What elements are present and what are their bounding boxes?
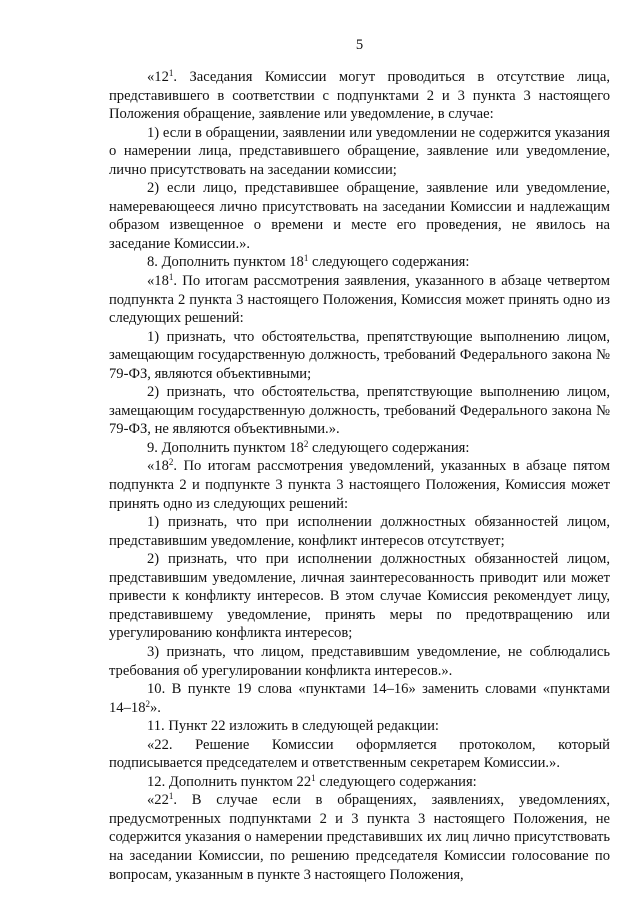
paragraph (109, 643, 610, 680)
text-run: 12. Дополнить пунктом 22 (147, 773, 312, 790)
text-run: «22. Решение Комиссии оформляется протоколом, который подписывается председателем и ответственным секретарем Комиссии.». (109, 736, 610, 772)
paragraph (109, 791, 610, 884)
text-run: 3) признать, что лицом, представившим уведомление, не соблюдались требования об урегулировании конфликта интересов.». (109, 643, 610, 679)
paragraph (109, 513, 610, 550)
superscript: 2 (145, 698, 150, 709)
text-run: 10. В пункте 19 слова «пунктами 14–16» заменить словами «пунктами 14–18 (109, 681, 610, 716)
paragraph (109, 773, 610, 792)
paragraph (109, 550, 610, 643)
text-run: «22 (147, 792, 169, 809)
text-run: 1) если в обращении, заявлении или уведомлении не содержится указания о намерении лица, представившего обращение, заявление или уведомление, лично присутствовать на заседании комиссии; (109, 124, 610, 178)
superscript: 1 (168, 272, 174, 283)
superscript: 1 (168, 791, 174, 802)
text-run: «12 (147, 69, 169, 85)
paragraph (109, 253, 610, 272)
superscript: 1 (303, 253, 309, 264)
text-run: . По итогам рассмотрения уведомлений, указанных в абзаце пятом подпункта 2 и подпункте 3 пункта 3 настоящего Положения, Комиссия может принять одно из следующих решений: (109, 458, 610, 512)
text-run: 11. Пункт 22 изложить в следующей редакции: (147, 718, 439, 735)
paragraph (109, 457, 610, 513)
superscript: 1 (311, 772, 316, 783)
text-run: ». (149, 699, 161, 716)
text-run: 1) признать, что при исполнении должностных обязанностей лицом, представившим уведомление, конфликт интересов отсутствует; (109, 514, 610, 549)
superscript: 2 (303, 438, 309, 449)
text-run: следующего содержания: (315, 773, 477, 790)
text-run: 1) признать, что обстоятельства, препятствующие выполнению лицом, замещающим государственную должность, требований Федерального закона № 79-ФЗ, являются объективными; (109, 328, 610, 382)
paragraph (109, 383, 610, 439)
paragraph (109, 124, 610, 180)
text-run: . Заседания Комиссии могут проводиться в отсутствие лица, представившего в соответствии с подпунктами 2 и 3 пункта 3 настоящего Положения обращение, заявление или уведомление, в случае: (109, 69, 610, 123)
paragraph (109, 736, 610, 773)
text-run: 2) признать, что при исполнении должностных обязанностей лицом, представившим уведомление, личная заинтересованность приводит или может привести к конфликту интересов. В этом случае Комиссия рекомендует лицу, представившему уведомление, принять меры по предотвращению или урегулированию конфликта интересов; (109, 551, 610, 642)
paragraph (109, 439, 610, 458)
document-body (109, 68, 610, 884)
text-run: . В случае если в обращениях, заявлениях, уведомлениях, предусмотренных подпунктами 2 и 3 пункта 3 настоящего Положения, не содержится указания о намерении представивших их лиц лично присутствовать на заседании Комиссии, по решению председателя Комиссии голосование по вопросам, указанным в пункте 3 настоящего Положения, (109, 792, 610, 883)
paragraph (109, 68, 610, 124)
text-run: 2) если лицо, представившее обращение, заявление или уведомление, намеревающееся лично присутствовать на заседании Комиссии и надлежащим образом извещенное о времени и месте его проведения, не явилось на заседание Комиссии.». (109, 180, 610, 252)
superscript: 2 (168, 457, 174, 468)
paragraph (109, 179, 610, 253)
text-run: 9. Дополнить пунктом 18 (147, 439, 304, 456)
text-run: «18 (147, 273, 169, 290)
paragraph (109, 717, 610, 736)
paragraph (109, 272, 610, 328)
text-run: «18 (147, 458, 169, 475)
paragraph (109, 328, 610, 384)
paragraph (109, 680, 610, 717)
text-run: следующего содержания: (308, 439, 470, 456)
text-run: . По итогам рассмотрения заявления, указанного в абзаце четвертом подпункта 2 пункта 3 настоящего Положения, Комиссия может принять одно из следующих решений: (109, 273, 610, 327)
superscript: 1 (168, 68, 174, 78)
text-run: следующего содержания: (308, 254, 470, 271)
text-run: 8. Дополнить пунктом 18 (147, 254, 304, 271)
text-run: 2) признать, что обстоятельства, препятствующие выполнению лицом, замещающим государственную должность, требований Федерального закона № 79-ФЗ, не являются объективными.». (109, 384, 610, 438)
page-number: 5 (355, 37, 364, 53)
